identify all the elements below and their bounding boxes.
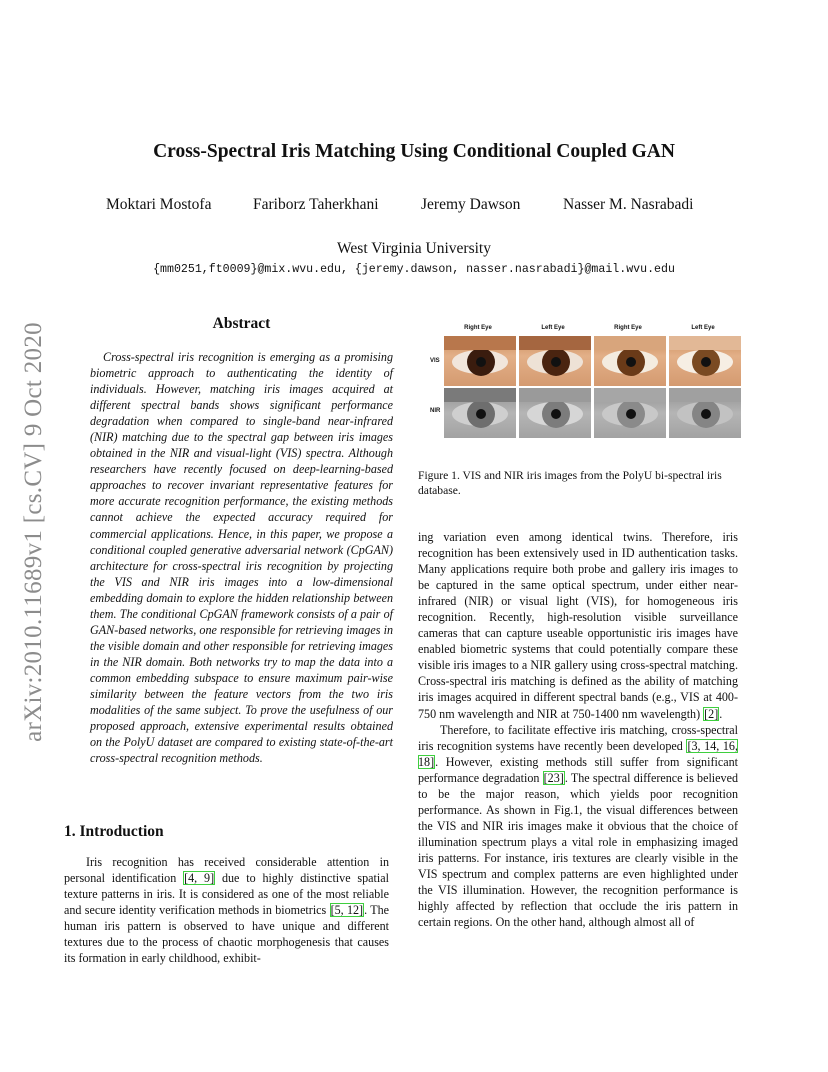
paragraph	[418, 722, 738, 931]
citation-link[interactable]: [23]	[543, 770, 564, 785]
citation-link[interactable]: [4, 9]	[184, 871, 215, 886]
figure-1	[418, 322, 740, 446]
paragraph	[418, 529, 738, 722]
arxiv-identifier-stamp	[20, 292, 48, 772]
figure-column-label: Right Eye	[614, 325, 642, 331]
nir-left-eye-image	[669, 388, 741, 438]
nir-right-eye-image	[444, 388, 516, 438]
author-2: Fariborz Taherkhani	[253, 196, 379, 213]
citation-link[interactable]: [3, 14, 16, 18]	[418, 738, 738, 769]
figure-column-label: Left Eye	[691, 325, 715, 331]
author-1: Moktari Mostofa	[106, 196, 212, 213]
author-3: Jeremy Dawson	[421, 196, 521, 213]
citation-link[interactable]: [2]	[704, 706, 719, 721]
text-run: ing variation even among identical twins. Therefore, iris recognition has been extensively used in ID authentication tasks. Many applications require both probe and gallery iris images to be captured in the same optical spectrum, under either near-infrared (NIR) or visual light (VIS), for homogeneous iris recognition. Recently, high-resolution visible surveillance cameras that can capture useable opportunistic iris images have enabled biometric systems that could potentially compare these visible iris images to a NIR gallery using cross-spectral matching. Cross-spectral iris matching is defined as the ability of matching iris images acquired in different spectral bands (e.g., VIS at 400-750 nm wavelength and NIR at 750-1400 nm wavelength)	[418, 530, 738, 721]
arxiv-identifier-text: arXiv:2010.11689v1 [cs.CV] 9 Oct 2020	[20, 322, 47, 742]
figure-row-label: NIR	[430, 408, 441, 414]
author-4: Nasser M. Nasrabadi	[563, 196, 694, 213]
abstract-heading: Abstract	[212, 315, 271, 332]
figure-row-label: VIS	[430, 358, 440, 364]
vis-right-eye-image	[444, 336, 516, 386]
right-column-body	[418, 529, 738, 930]
vis-left-eye-image	[519, 336, 591, 386]
text-run: Therefore, to facilitate effective iris matching, cross-spectral iris recognition systems have recently been developed	[418, 722, 738, 753]
nir-right-eye-image	[594, 388, 666, 438]
figure-column-label: Left Eye	[541, 325, 565, 331]
section-heading-introduction: 1. Introduction	[64, 823, 164, 840]
nir-left-eye-image	[519, 388, 591, 438]
figure-column-label: Right Eye	[464, 325, 492, 331]
vis-left-eye-image	[669, 336, 741, 386]
text-run: Iris recognition has received considerable attention in personal identification	[64, 855, 389, 886]
author-emails: {mm0251,ft0009}@mix.wvu.edu, {jeremy.dawson, nasser.nasrabadi}@mail.wvu.edu	[153, 263, 675, 276]
vis-right-eye-image	[594, 336, 666, 386]
text-run: . However, existing methods still suffer from significant performance degradation	[418, 754, 738, 785]
text-run: .	[719, 706, 723, 721]
figure-1-caption: Figure 1. VIS and NIR iris images from the PolyU bi-spectral iris database.	[418, 469, 722, 497]
paper-title: Cross-Spectral Iris Matching Using Conditional Coupled GAN	[153, 141, 675, 162]
affiliation: West Virginia University	[337, 240, 491, 257]
citation-link[interactable]: [5, 12]	[330, 903, 364, 918]
introduction-paragraph	[64, 854, 389, 966]
text-run: . The spectral difference is believed to be the major reason, which yields poor recognition performance. As shown in Fig.1, the visual differences between the VIS and NIR iris images make it obvious that the choice of illumination spectrum plays a vital role in emphasizing imaged iris patterns. For instance, iris textures are clearly visible in the VIS spectrum and complex patterns are even highlighted under the VIS illumination. However, the recognition performance is highly affected by reflection that occlude the iris pattern in certain regions. On the other hand, although almost all of	[418, 770, 738, 930]
text-run: due to highly distinctive spatial texture patterns in iris. It is considered as one of the most reliable and secure identity verification methods in biometrics	[64, 871, 389, 918]
text-run: . The human iris pattern is observed to have unique and different textures due to the process of chaotic morphogenesis that causes its formation in early childhood, exhibit-	[64, 903, 389, 966]
abstract-body: Cross-spectral iris recognition is emerging as a promising biometric approach to authenticating the identity of individuals. However, matching iris images acquired at different spectral bands shows significant performance degradation when compared to single-band near-infrared (NIR) matching due to the spectral gap between iris images obtained in the NIR and visual-light (VIS) spectra. Although researchers have recently focused on deep-learning-based approaches to recover invariant representative features for more accurate recognition performance, the existing methods cannot achieve the expected accuracy required for commercial applications. Hence, in this paper, we propose a conditional coupled generative adversarial network (CpGAN) architecture for cross-spectral iris recognition by projecting the VIS and NIR iris images into a low-dimensional embedding domain to explore the hidden relationship between them. The conditional CpGAN framework consists of a pair of GAN-based networks, one responsible for retrieving images in the visible domain and other responsible for retrieving images in the NIR domain. Both networks try to map the data into a common embedding subspace to ensure maximum pair-wise similarity between the feature vectors from the two iris modalities of the same subject. To prove the usefulness of our proposed approach, extensive experimental results obtained on the PolyU dataset are compared to existing state-of-the-art cross-spectral recognition methods.	[90, 350, 393, 766]
